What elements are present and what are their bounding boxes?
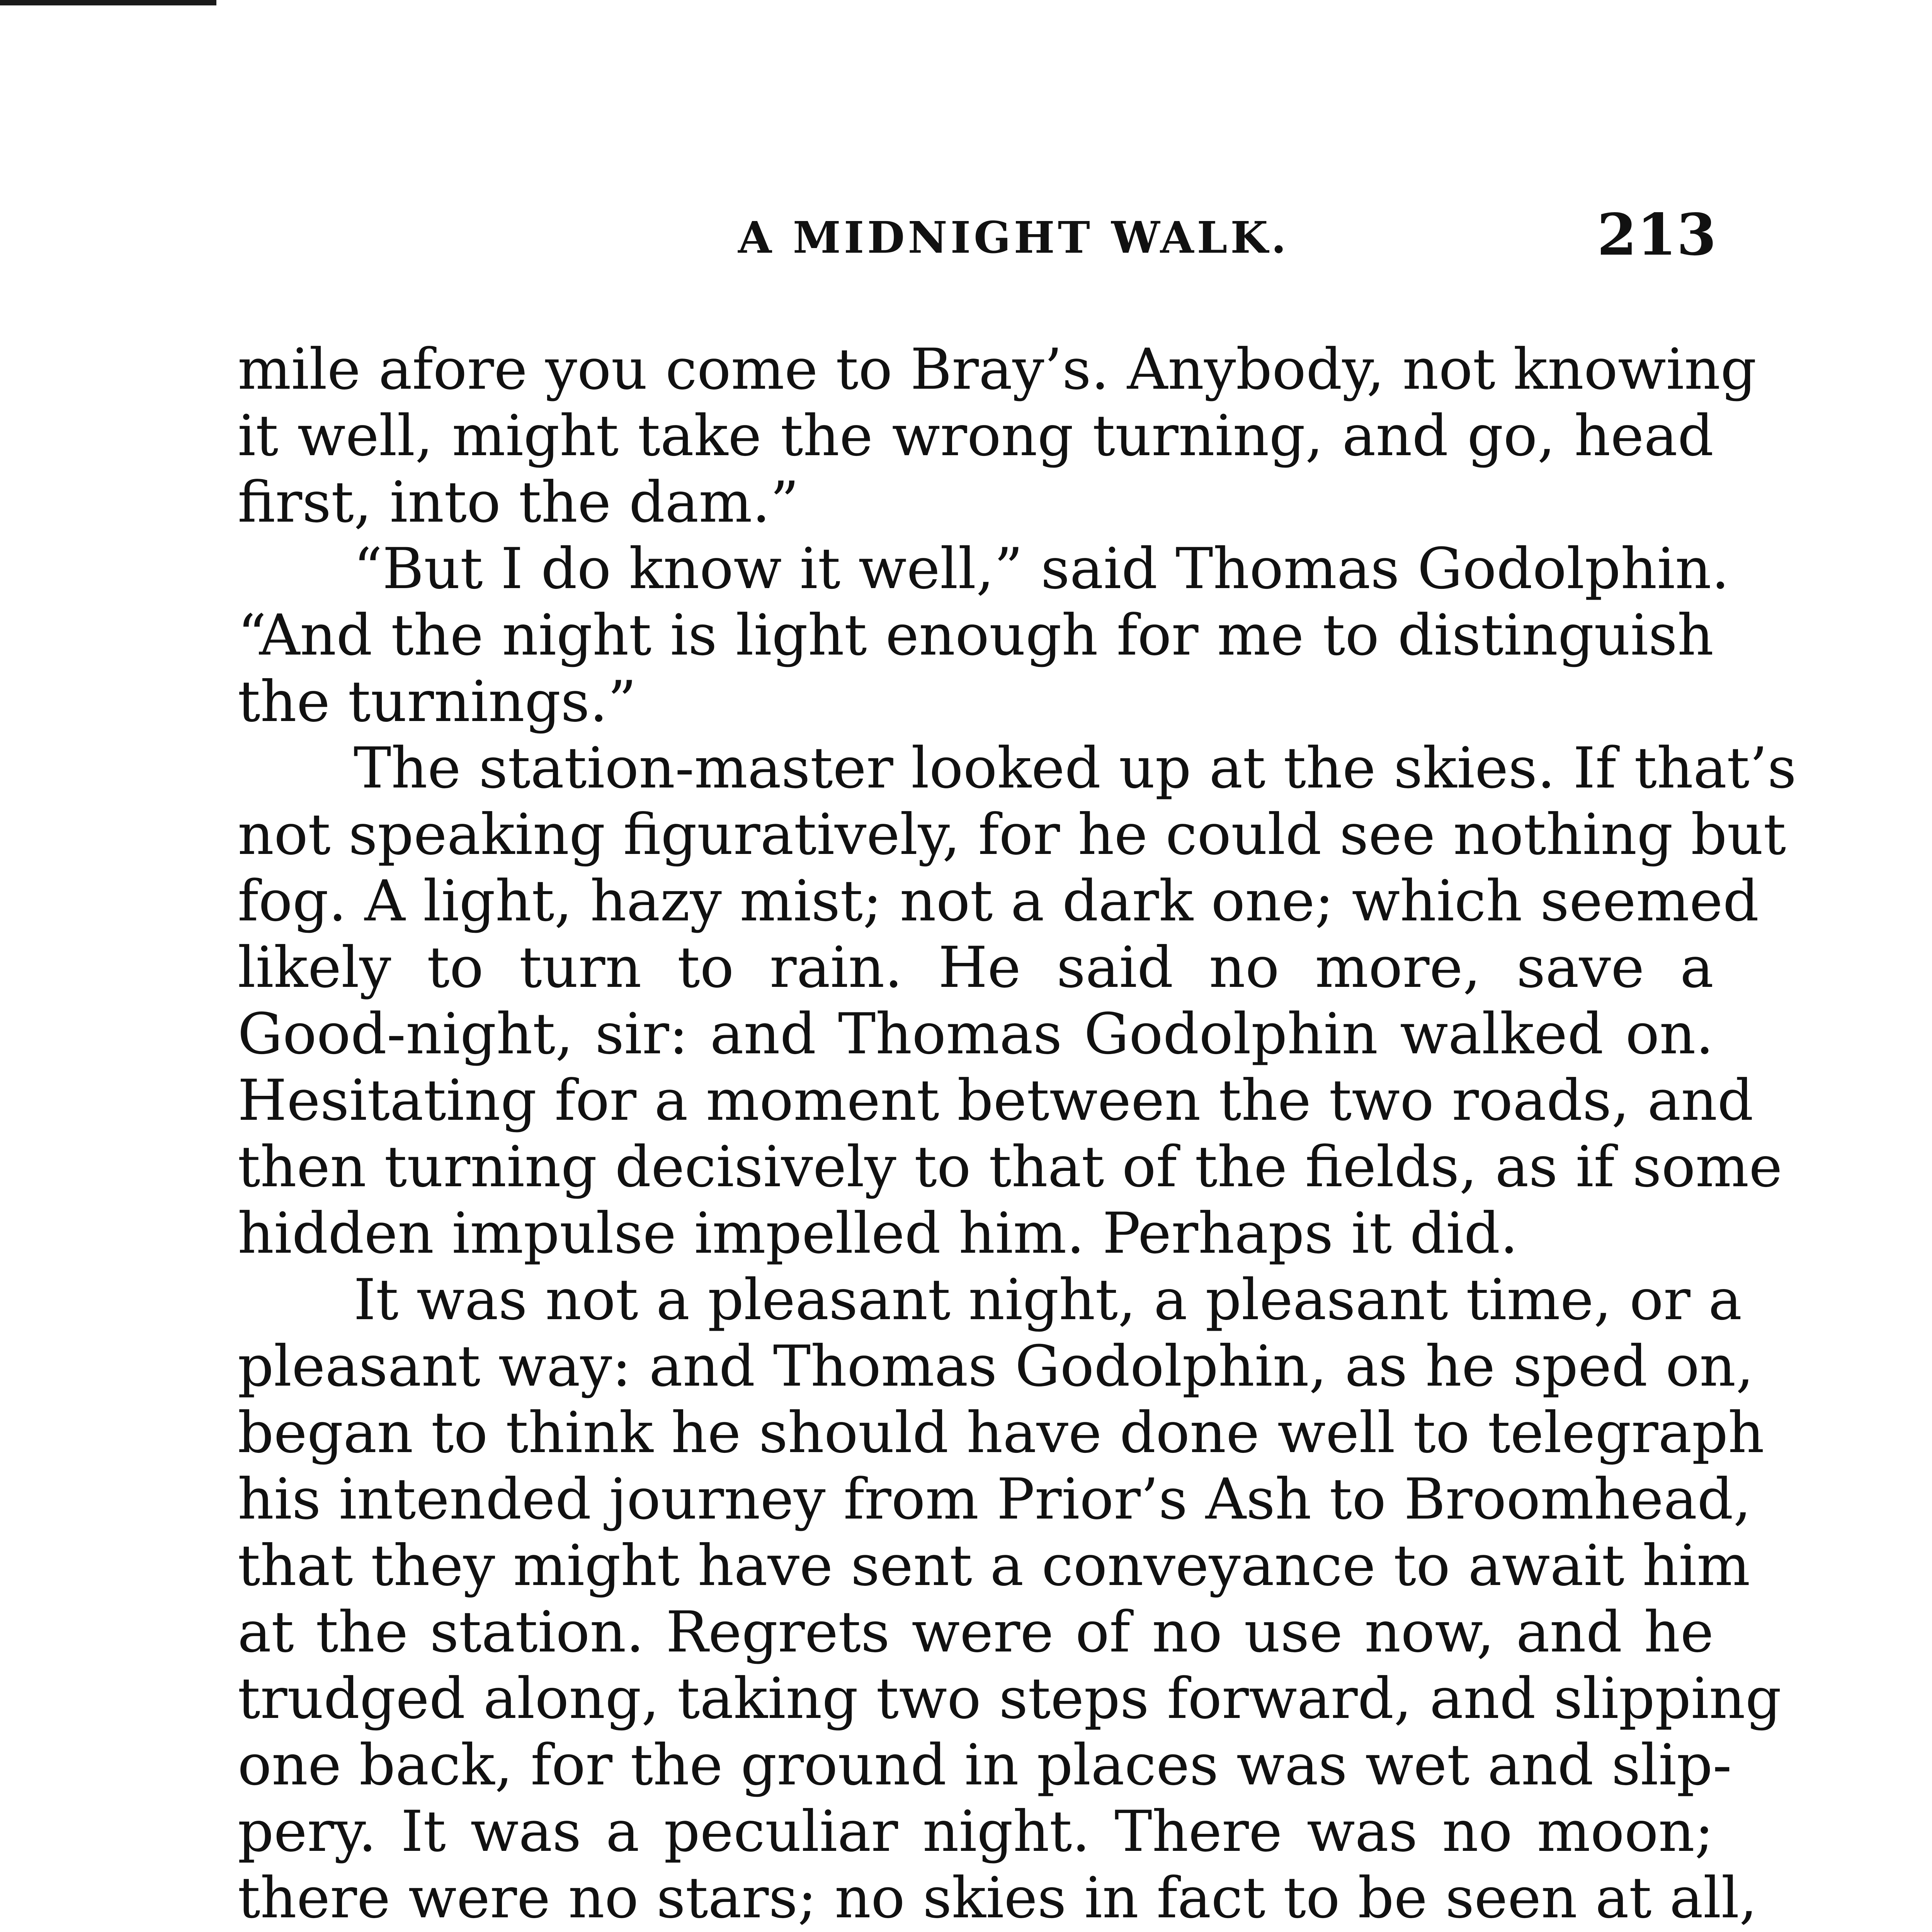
- text-line: likely to turn to rain. He said no more, save a: [238, 935, 1714, 1000]
- text-line: “But I do know it well,” said Thomas Godolphin.: [354, 536, 1730, 602]
- text-line: not speaking figuratively, for he could see nothing but: [238, 802, 1786, 867]
- text-line: fog. A light, hazy mist; not a dark one; which seemed: [238, 868, 1759, 934]
- text-line: pleasant way: and Thomas Godolphin, as he sped on,: [238, 1333, 1754, 1399]
- running-head: A MIDNIGHT WALK.: [738, 213, 1289, 263]
- text-line: Hesitating for a moment between the two roads, and: [238, 1068, 1753, 1133]
- text-line: “And the night is light enough for me to distinguish: [238, 602, 1714, 668]
- top-edge-rule: [0, 0, 216, 5]
- text-line: mile afore you come to Bray’s. Anybody, not knowing: [238, 337, 1757, 402]
- page-body: [238, 336, 1797, 1932]
- text-line: It was not a pleasant night, a pleasant time, or a: [354, 1267, 1742, 1333]
- text-line: pery. It was a peculiar night. There was no moon;: [238, 1799, 1714, 1864]
- text-line: that they might have sent a conveyance to await him: [238, 1533, 1750, 1599]
- text-line: The station-master looked up at the skies. If that’s: [354, 735, 1797, 801]
- text-line: the turnings.”: [238, 669, 637, 735]
- text-line: Good-night, sir: and Thomas Godolphin walked on.: [238, 1001, 1714, 1067]
- text-line: there were no stars; no skies in fact to be seen at all,: [238, 1865, 1757, 1931]
- text-line: then turning decisively to that of the fields, as if some: [238, 1134, 1782, 1200]
- text-line: began to think he should have done well to telegraph: [238, 1400, 1765, 1466]
- page-number: 213: [1597, 201, 1716, 268]
- text-line: one back, for the ground in places was wet and slip-: [238, 1732, 1732, 1798]
- text-line: at the station. Regrets were of no use now, and he: [238, 1599, 1714, 1665]
- page-header: [240, 201, 1716, 267]
- text-line: hidden impulse impelled him. Perhaps it did.: [238, 1201, 1518, 1266]
- text-line: it well, might take the wrong turning, and go, head: [238, 403, 1714, 469]
- text-line: first, into the dam.”: [238, 469, 799, 535]
- text-line: trudged along, taking two steps forward, and slipping: [238, 1666, 1782, 1731]
- text-line: his intended journey from Prior’s Ash to Broomhead,: [238, 1466, 1752, 1532]
